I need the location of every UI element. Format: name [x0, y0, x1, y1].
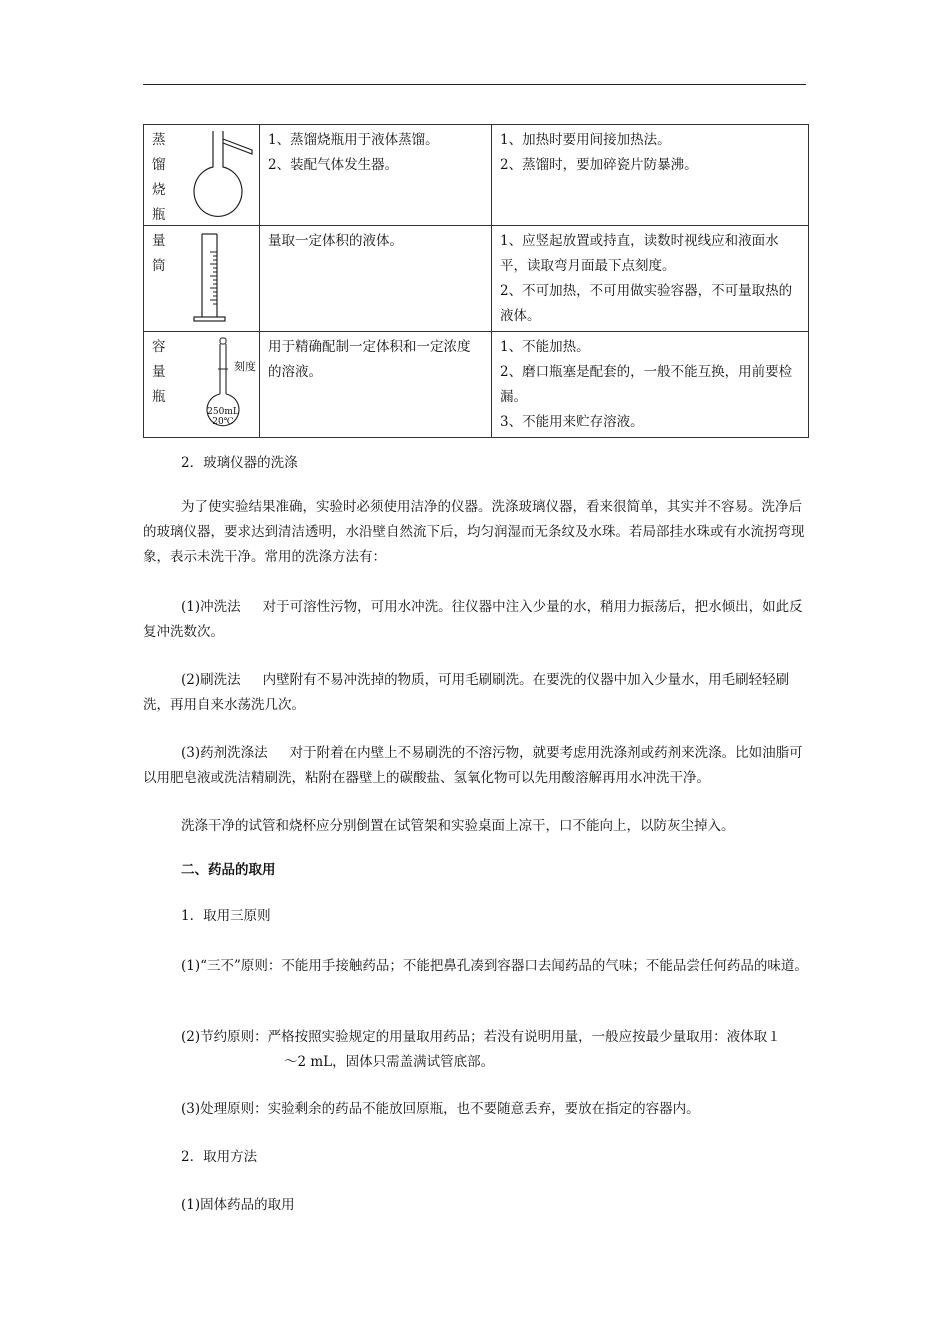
paragraph-principle-1: (1)“三不”原则：不能用手接触药品；不能把鼻孔凑到容器口去闻药品的气味；不能品尝任何药品的味道。	[181, 958, 808, 974]
subsection-heading: 1．取用三原则	[181, 908, 271, 924]
instrument-cell	[144, 332, 260, 438]
paragraph-storage: 洗涤干净的试管和烧杯应分别倒置在试管架和实验桌面上凉干，口不能向上，以防灰尘掉入。	[181, 818, 735, 834]
paragraph-principle-3: (3)处理原则：实验剩余的药品不能放回原瓶，也不要随意丢弃，要放在指定的容器内。	[181, 1101, 700, 1117]
header-rule	[143, 84, 806, 85]
flask-volume-label: 250mL	[207, 407, 239, 417]
subsection-heading: 2．取用方法	[181, 1149, 258, 1165]
paragraph-rinse: (1)冲洗法 对于可溶性污物，可用水冲洗。往仪器中注入少量的水，稍用力振荡后，把水倾出，如此反复冲洗数次。	[143, 599, 803, 640]
instrument-name: 蒸 馏 烧 瓶	[152, 132, 166, 223]
flask-mark-label: 刻度	[234, 360, 256, 373]
table-row	[144, 226, 809, 332]
uses-cell: 用于精确配制一定体积和一定浓度的溶液。	[260, 332, 492, 438]
volumetric-flask-icon	[188, 336, 260, 430]
paragraph-brush: (2)刷洗法 内壁附有不易冲洗掉的物质，可用毛刷刷洗。在要洗的仪器中加入少量水，用毛刷轻轻刷洗，再用自来水荡洗几次。	[143, 672, 790, 713]
paragraph-intro: 为了使实验结果准确，实验时必须使用洁净的仪器。洗涤玻璃仪器，看来很简单，其实并不容易。洗净后的玻璃仪器，要求达到清洁透明，水沿壁自然流下后，均匀润湿而无条纹及水珠。若局部挂水珠或有水流拐弯现象，表示未洗干净。常用的洗涤方法有：	[143, 499, 805, 565]
paragraph-reagent: (3)药剂洗涤法 对于附着在内壁上不易刷洗的不溶污物，就要考虑用洗涤剂或药剂来洗涤。比如油脂可以用肥皂液或洗洁精刷洗，粘附在器壁上的碳酸盐、氢氧化物可以先用酸溶解再用水冲洗干净。	[143, 745, 803, 786]
paragraph-principle-2-line2: ～2 mL，固体只需盖满试管底部。	[284, 1054, 495, 1070]
instrument-table	[143, 124, 809, 438]
table-row	[144, 332, 809, 438]
section-heading: 2．玻璃仪器的洗涤	[181, 455, 298, 471]
notes-cell: 1、加热时要用间接加热法。 2、蒸馏时，要加碎瓷片防暴沸。	[492, 125, 809, 226]
paragraph-principle-2-line1: (2)节约原则：严格按照实验规定的用量取用药品；若没有说明用量，一般应按最少量取用：液体取１	[181, 1029, 781, 1045]
graduated-cylinder-icon	[184, 230, 234, 324]
instrument-cell	[144, 226, 260, 332]
flask-temp-label: 20℃	[212, 417, 234, 427]
table-row	[144, 125, 809, 226]
notes-cell: 1、应竖起放置或持直，读数时视线应和液面水平，读取弯月面最下点刻度。 2、不可加热，不可用做实验容器，不可量取热的液体。	[492, 226, 809, 332]
uses-cell: 1、蒸馏烧瓶用于液体蒸馏。 2、装配气体发生器。	[260, 125, 492, 226]
distillation-flask-icon	[190, 129, 256, 223]
uses-cell: 量取一定体积的液体。	[260, 226, 492, 332]
part-heading: 二、药品的取用	[181, 862, 276, 878]
instrument-name: 量 筒	[152, 233, 166, 274]
instrument-cell	[144, 125, 260, 226]
subsection-item: (1)固体药品的取用	[181, 1197, 295, 1213]
instrument-name: 容 量 瓶	[152, 339, 166, 405]
notes-cell: 1、不能加热。 2、磨口瓶塞是配套的，一般不能互换，用前要检漏。 3、不能用来贮存溶液。	[492, 332, 809, 438]
